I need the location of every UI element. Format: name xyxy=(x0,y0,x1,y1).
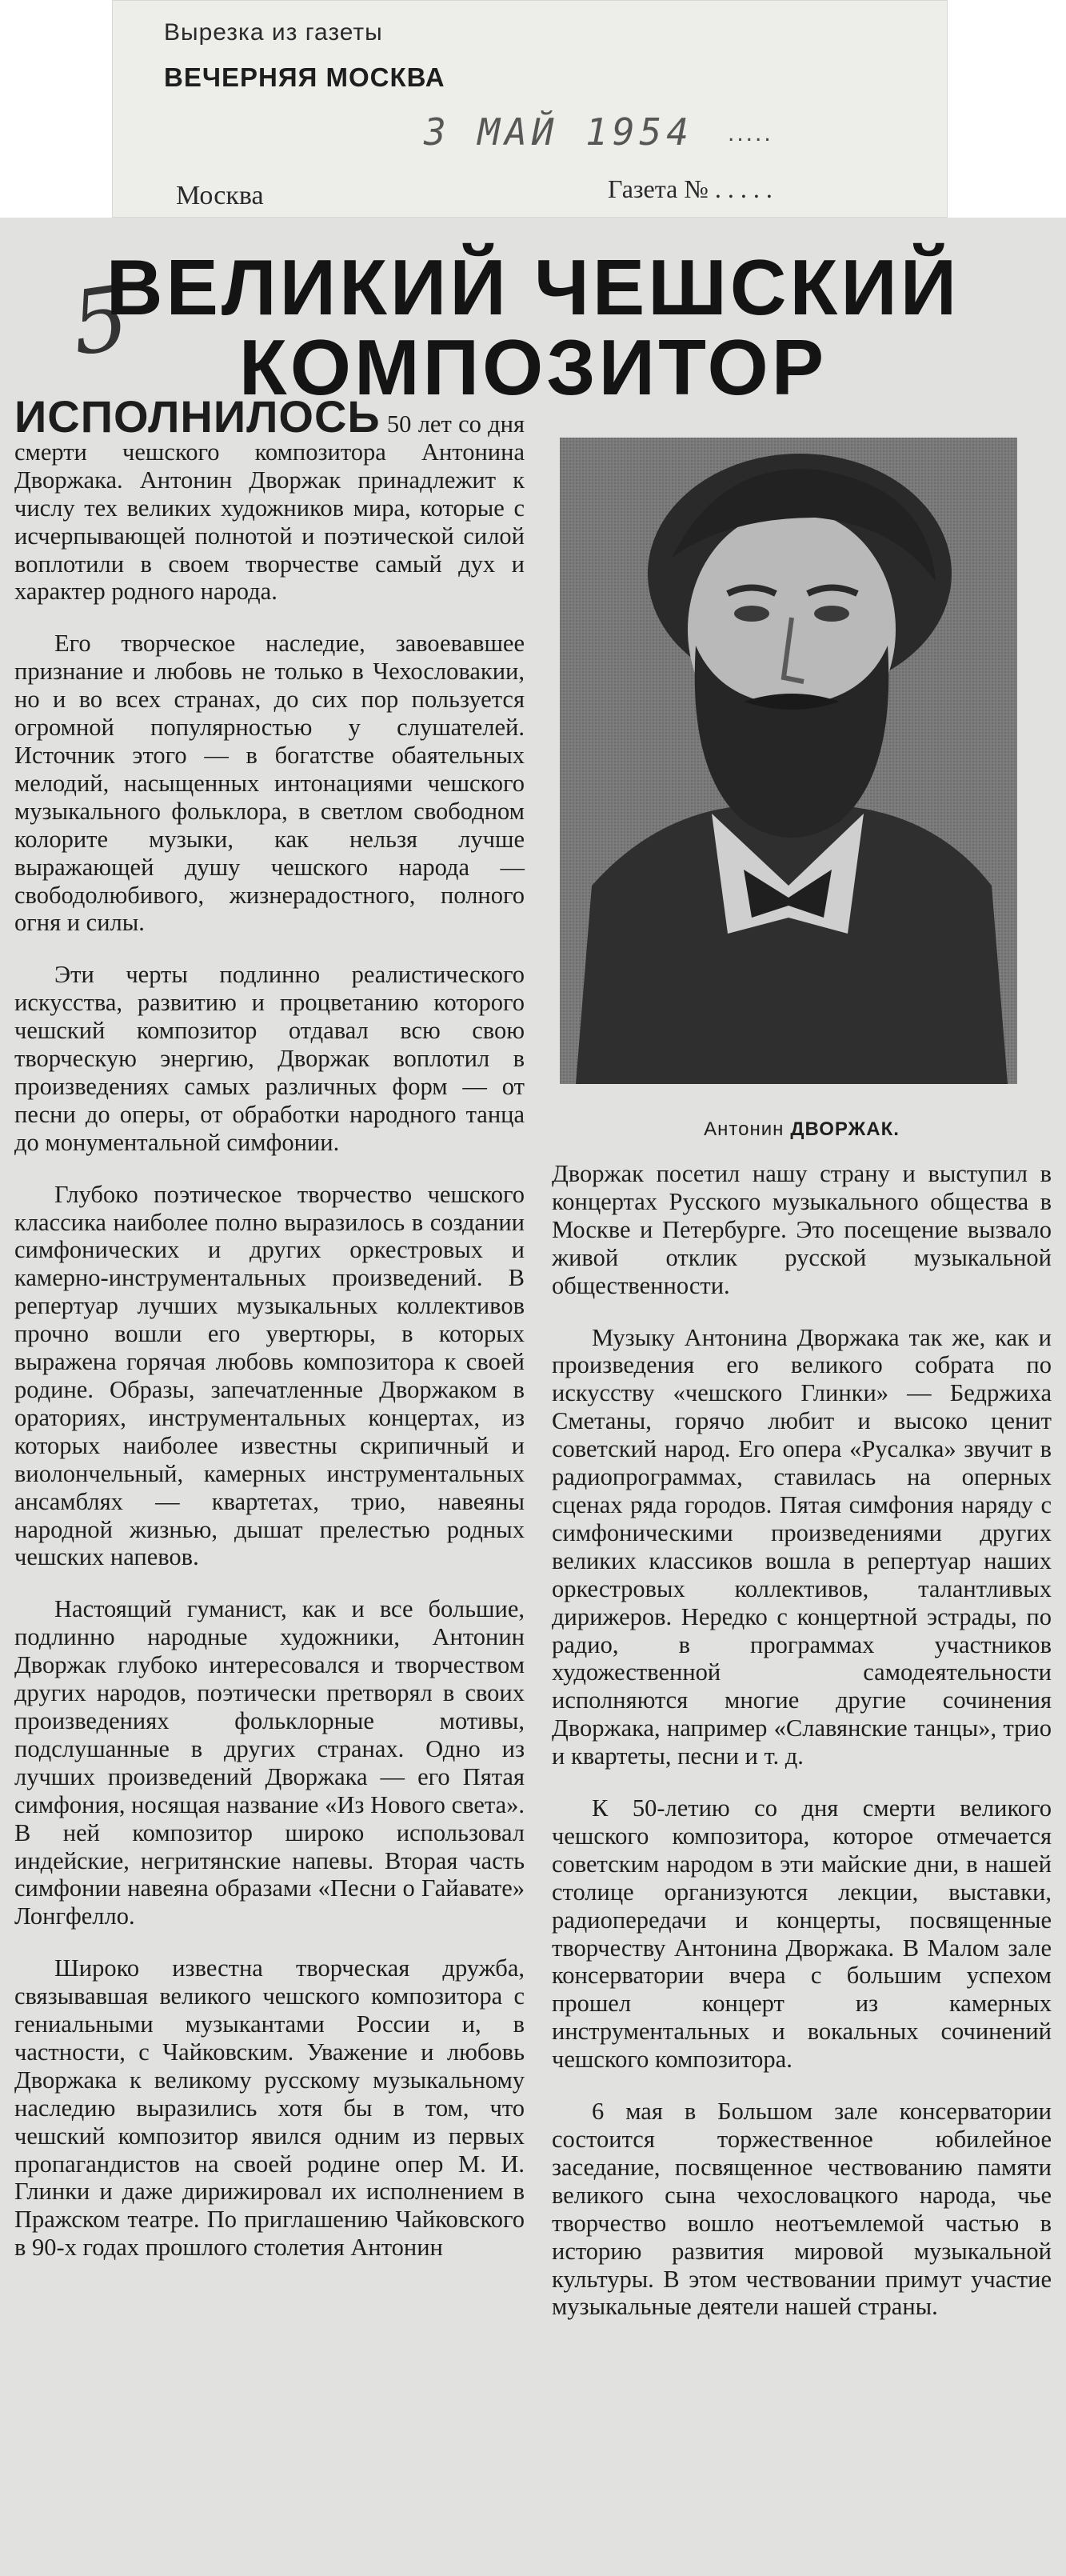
article-paragraph: Его творческое наследие, завоевавшее признание и любовь не только в Чехословакии, но и во всех странах, до сих пор пользуется огромной популярностью у слушателей. Источник этого — в богатстве обаятельных мелодий, насыщенных интонациями чешского музыкального фольклора, в светлом свободном колорите музыки, как нельзя лучше выражающей душу чешского народа — свободолюбивого, жизнерадостного, полного огня и силы. xyxy=(14,630,525,937)
article-paragraph xyxy=(14,391,525,606)
article-paragraph: Широко известна творческая дружба, связывавшая великого чешского композитора с гениальными музыкантами России и, в частности, с Чайковским. Уважение и любовь Дворжака к великому русскому музыкальному наследию выразились хотя бы в том, что чешский композитор явился одним из первых пропагандистов на своей родине опер М. И. Глинки и даже дирижировал их исполнением в Пражском театре. По приглашению Чайковского в 90-х годах прошлого столетия Антонин xyxy=(14,1954,525,2262)
portrait-illustration xyxy=(560,438,1017,1084)
portrait-photo xyxy=(560,438,1017,1084)
article-paragraph: Глубоко поэтическое творчество чешского классика наиболее полно выразилось в создании симфонических и других оркестровых и камерно-инструментальных произведений. В репертуар лучших музыкальных коллективов прочно вошли его увертюры, в которых выражена горячая любовь композитора к своей родине. Образы, запечатленные Дворжаком в ораториях, инструментальных концертах, из которых наиболее известны скрипичный и виолончельный, камерных инструментальных ансамблях — квартетах, трио, навеяны народной жизнью, дышат прелестью родных чешских напевов. xyxy=(14,1180,525,1571)
article-paragraph: 6 мая в Большом зале консерватории состоится торжественное юбилейное заседание, посвященное чествованию памяти великого сына чехословацкого народа, чье творчество вошло неотъемлемой частью в историю развития мировой музыкальной культуры. В этом чествовании примут участие музыкальные деятели нашей страны. xyxy=(552,2098,1052,2321)
photo-caption xyxy=(552,1118,1052,1141)
headline-line-2: КОМПОЗИТОР xyxy=(238,323,828,411)
paragraph-text: 50 лет со дня смерти чешского композитора Антонина Дворжака. Антонин Дворжак принадлежит к числу тех великих художников мира, которые с исчерпывающей полнотой и поэтической силой воплотили в своем творчестве самый дух и характер родного народа. xyxy=(14,410,525,606)
article-paragraph: Эти черты подлинно реалистического искусства, развитию и процветанию которого чешский композитор отдавал всю свою творческую энергию, Дворжак воплотил в произведениях самых различных форм — от песни до оперы, от обработки народного танца до монументальной симфонии. xyxy=(14,961,525,1156)
article-left-column xyxy=(14,391,525,2286)
date-stamp: 3 МАЙ 1954 xyxy=(424,110,693,154)
article-paragraph: К 50-летию со дня смерти великого чешского композитора, которое отмечается советским народом в эти майские дни, в нашей столице организуются лекции, выставки, радиопередачи и концерты, посвященные творчеству Антонина Дворжака. В Малом зале консерватории вчера с большим успехом прошел концерт из камерных инструментальных и вокальных сочинений чешского композитора. xyxy=(552,1794,1052,2074)
clipping-label xyxy=(112,0,948,218)
article-paragraph: Дворжак посетил нашу страну и выступил в концертах Русского музыкального общества в Москве и Петербурге. Это посещение вызвало живой отклик русской музыкальной общественности. xyxy=(552,1160,1052,1299)
clipping-source-label: Вырезка из газеты xyxy=(164,19,383,46)
headline-line-1: ВЕЛИКИЙ ЧЕШСКИЙ xyxy=(106,243,960,331)
article-right-column xyxy=(552,1160,1052,2345)
date-dots: ..... xyxy=(728,120,773,146)
newspaper-name: ВЕЧЕРНЯЯ МОСКВА xyxy=(164,62,445,92)
city-label: Москва xyxy=(176,181,264,210)
article-paragraph: Музыку Антонина Дворжака так же, как и произведения его великого собрата по искусству «чешского Глинки» — Бедржиха Сметаны, горячо любит и высоко ценит советский народ. Его опера «Русалка» звучит в радиопрограммах, ставилась на оперных сценах ряда городов. Пятая симфония наряду с симфоническими произведениями других великих классиков вошла в репертуар наших оркестровых коллективов, талантливых дирижеров. Нередко с концертной эстрады, по радио, в программах участников художественной самодеятельности исполняются многие другие сочинения Дворжака, например «Славянские танцы», трио и квартеты, песни и т. д. xyxy=(552,1323,1052,1770)
caption-last-name: ДВОРЖАК. xyxy=(790,1118,900,1140)
caption-first-name: Антонин xyxy=(704,1118,785,1140)
newspaper-clipping xyxy=(0,218,1066,2576)
gazeta-number-label: Газета № . . . . . xyxy=(608,174,773,203)
handwritten-mark: 5 xyxy=(65,266,135,376)
drop-cap-word: ИСПОЛНИЛОСЬ xyxy=(14,391,381,442)
article-paragraph: Настоящий гуманист, как и все большие, подлинно народные художники, Антонин Дворжак глубоко интересовался и творчеством других народов, поэтически претворял в своих произведениях фольклорные мотивы, подслушанные в других странах. Одно из лучших произведений Дворжака — его Пятая симфония, носящая название «Из Нового света». В ней композитор широко использовал индейские, негритянские напевы. Вторая часть симфонии навеяна образами «Песни о Гайавате» Лонгфелло. xyxy=(14,1595,525,1930)
